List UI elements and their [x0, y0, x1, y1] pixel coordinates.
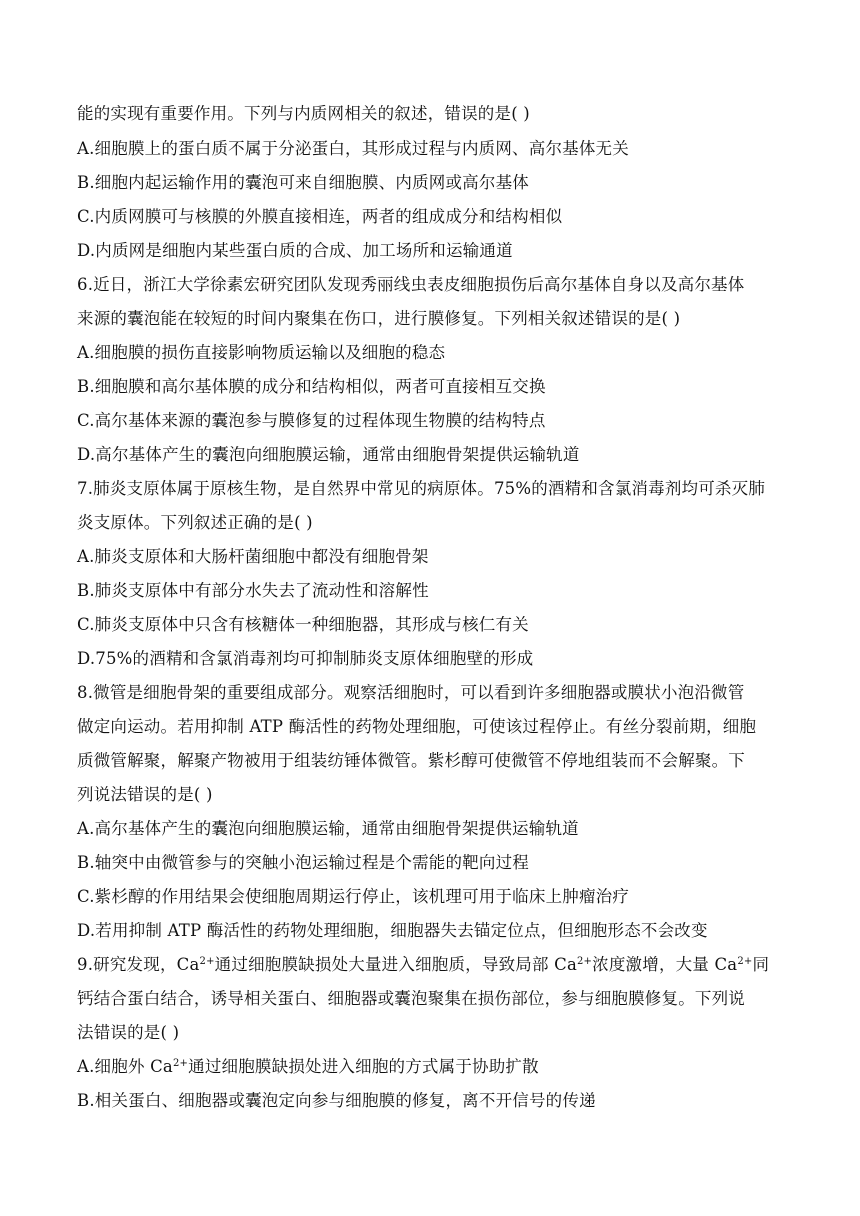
option-line: B.细胞膜和高尔基体膜的成分和结构相似，两者可直接相互交换: [77, 377, 546, 396]
question-8-stem: 8.微管是细胞骨架的重要组成部分。观察活细胞时，可以看到许多细胞器或膜状小泡沿微管: [77, 683, 745, 702]
question-7-stem: 炎支原体。下列叙述正确的是( ): [77, 513, 313, 532]
question-6-stem: 6.近日，浙江大学徐素宏研究团队发现秀丽线虫表皮细胞损伤后高尔基体自身以及高尔基体: [77, 275, 745, 294]
question-6-stem: 来源的囊泡能在较短的时间内聚集在伤口，进行膜修复。下列相关叙述错误的是( ): [77, 309, 681, 328]
option-line: B.相关蛋白、细胞器或囊泡定向参与细胞膜的修复，离不开信号的传递: [77, 1091, 596, 1110]
option-line: B.肺炎支原体中有部分水失去了流动性和溶解性: [77, 581, 429, 600]
option-line: B.细胞内起运输作用的囊泡可来自细胞膜、内质网或高尔基体: [77, 173, 529, 192]
question-9-stem: 法错误的是( ): [77, 1023, 180, 1042]
option-line: D.若用抑制 ATP 酶活性的药物处理细胞，细胞器失去锚定位点，但细胞形态不会改变: [77, 921, 708, 940]
option-line: C.紫杉醇的作用结果会使细胞周期运行停止，该机理可用于临床上肿瘤治疗: [77, 887, 630, 906]
option-line: A.细胞外 $Ca^{2+}$通过细胞膜缺损处进入细胞的方式属于协助扩散: [77, 1057, 539, 1076]
question-7-stem: 7.肺炎支原体属于原核生物，是自然界中常见的病原体。75%的酒精和含氯消毒剂均可杀灭肺: [77, 479, 766, 498]
text-line: 能的实现有重要作用。下列与内质网相关的叙述，错误的是( ): [77, 104, 530, 123]
option-line: D.75%的酒精和含氯消毒剂均可抑制肺炎支原体细胞壁的形成: [77, 649, 534, 668]
option-line: D.高尔基体产生的囊泡向细胞膜运输，通常由细胞骨架提供运输轨道: [77, 445, 580, 464]
option-line: D.内质网是细胞内某些蛋白质的合成、加工场所和运输通道: [77, 241, 513, 260]
option-line: C.肺炎支原体中只含有核糖体一种细胞器，其形成与核仁有关: [77, 615, 529, 634]
question-9-stem: 钙结合蛋白结合，诱导相关蛋白、细胞器或囊泡聚集在损伤部位，参与细胞膜修复。下列说: [77, 989, 745, 1008]
question-9-stem: 9.研究发现，$Ca^{2+}$通过细胞膜缺损处大量进入细胞质，导致局部 $Ca^{2+}$浓度激增，大量 $Ca^{2+}$同: [77, 955, 770, 974]
option-line: C.高尔基体来源的囊泡参与膜修复的过程体现生物膜的结构特点: [77, 411, 546, 430]
question-8-stem: 质微管解聚，解聚产物被用于组装纺锤体微管。紫杉醇可使微管不停地组装而不会解聚。下: [77, 751, 745, 770]
option-line: B.轴突中由微管参与的突触小泡运输过程是个需能的靶向过程: [77, 853, 529, 872]
option-line: C.内质网膜可与核膜的外膜直接相连，两者的组成成分和结构相似: [77, 207, 563, 226]
question-8-stem: 做定向运动。若用抑制 ATP 酶活性的药物处理细胞，可使该过程停止。有丝分裂前期，细胞: [77, 717, 757, 736]
option-line: A.细胞膜的损伤直接影响物质运输以及细胞的稳态: [77, 343, 446, 362]
option-line: A.高尔基体产生的囊泡向细胞膜运输，通常由细胞骨架提供运输轨道: [77, 819, 579, 838]
option-line: A.肺炎支原体和大肠杆菌细胞中都没有细胞骨架: [77, 547, 429, 566]
option-line: A.细胞膜上的蛋白质不属于分泌蛋白，其形成过程与内质网、高尔基体无关: [77, 139, 629, 158]
question-8-stem: 列说法错误的是( ): [77, 785, 213, 804]
